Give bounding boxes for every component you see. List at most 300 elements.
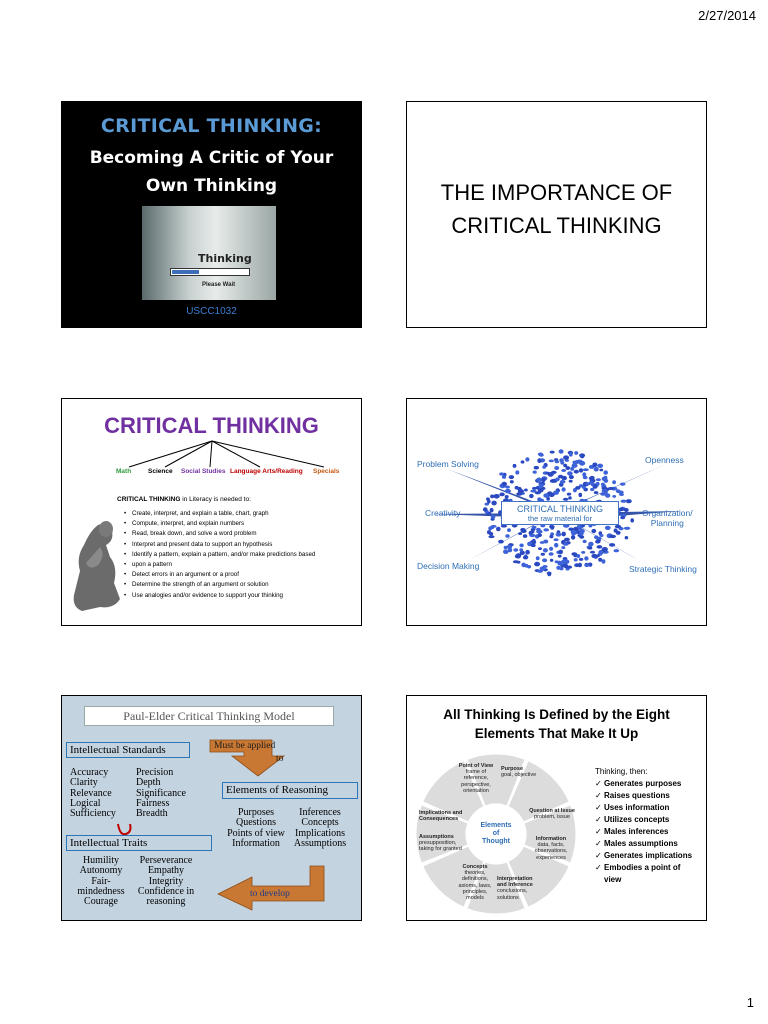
pellet bbox=[575, 460, 579, 464]
pellet bbox=[525, 550, 530, 555]
pellet bbox=[585, 482, 591, 485]
pellet bbox=[596, 478, 601, 481]
pellet bbox=[509, 475, 514, 479]
segment-text: data, facts, observations, experiences bbox=[534, 842, 568, 861]
pellet bbox=[519, 544, 523, 548]
pellet bbox=[513, 560, 519, 563]
segment-information bbox=[529, 836, 573, 861]
trait-item: Perseverance bbox=[139, 855, 193, 866]
pellet bbox=[560, 567, 564, 571]
standard-item: Logical bbox=[70, 797, 101, 809]
reasoning-column-2 bbox=[288, 808, 352, 849]
pellet bbox=[549, 525, 555, 528]
slide-importance bbox=[406, 101, 707, 328]
pellet bbox=[591, 529, 596, 533]
pellet bbox=[569, 452, 573, 456]
literacy-bullets bbox=[124, 509, 356, 601]
applied-label-line1: Must be applied bbox=[214, 741, 276, 751]
pellet bbox=[599, 469, 603, 472]
pellet bbox=[559, 449, 564, 453]
center-label bbox=[501, 501, 619, 525]
segment-concepts bbox=[453, 864, 497, 901]
pellet bbox=[597, 464, 603, 468]
pellet bbox=[567, 566, 573, 569]
pellet bbox=[539, 454, 544, 457]
pellet bbox=[562, 487, 566, 491]
pellet bbox=[515, 470, 519, 474]
pellet bbox=[529, 534, 535, 537]
pellet bbox=[488, 535, 494, 538]
pellet bbox=[559, 458, 564, 462]
pellet bbox=[549, 493, 555, 498]
pellet bbox=[488, 526, 492, 530]
pellet bbox=[493, 494, 499, 499]
standard-item: Clarity bbox=[70, 777, 98, 789]
then-item: ✓ Utilizes concepts bbox=[595, 814, 695, 826]
literacy-bullet-item: • Use analogies and/or evidence to support your thinking bbox=[124, 591, 356, 601]
segment-text: theories, definitions, axioms, laws, principles, models bbox=[458, 870, 492, 902]
segment-assumptions bbox=[419, 834, 467, 853]
pellet bbox=[536, 478, 541, 482]
pellet bbox=[554, 538, 559, 541]
pellet bbox=[563, 543, 569, 546]
pellet bbox=[483, 507, 488, 511]
pellet bbox=[529, 531, 534, 534]
segment-title: Concepts bbox=[462, 864, 488, 870]
pellet bbox=[594, 467, 599, 472]
then-item: ✓ Generates purposes bbox=[595, 778, 695, 790]
pellet bbox=[540, 541, 545, 544]
pellet bbox=[499, 493, 504, 497]
subtitle-line: Own Thinking bbox=[145, 176, 278, 196]
segment-text: frame of reference, perspective, orientation bbox=[461, 769, 491, 794]
segment-text: presupposition, taking for granted bbox=[419, 840, 462, 853]
pellet bbox=[581, 551, 585, 554]
title-line: Elements That Make It Up bbox=[474, 726, 639, 741]
pellet bbox=[579, 453, 585, 457]
pellet bbox=[505, 495, 509, 499]
segment-purpose bbox=[501, 766, 537, 778]
mug-progress-fill bbox=[172, 270, 199, 274]
reasoning-column-1 bbox=[220, 808, 292, 849]
pellet bbox=[496, 527, 501, 532]
pellet bbox=[541, 553, 545, 556]
pellet bbox=[542, 465, 546, 468]
standard-item: Fairness bbox=[136, 797, 170, 809]
pellet bbox=[571, 552, 577, 555]
pellet bbox=[536, 556, 540, 560]
slide-title bbox=[407, 705, 706, 743]
segment-text: problem, issue bbox=[534, 814, 570, 821]
pellet bbox=[515, 554, 521, 558]
reasoning-item: Questions bbox=[236, 817, 276, 829]
pellet bbox=[529, 494, 534, 498]
standard-item: Breadth bbox=[136, 808, 168, 820]
segment-point-of-view bbox=[455, 763, 497, 794]
pellet bbox=[612, 495, 616, 498]
pellet bbox=[513, 548, 518, 551]
literacy-bullet-item: • Read, break down, and solve a word problem bbox=[124, 529, 356, 539]
pellet bbox=[555, 460, 560, 463]
pellet bbox=[524, 489, 528, 492]
pellet bbox=[575, 486, 580, 490]
subject-social-studies: Social Studies bbox=[181, 468, 226, 475]
pellet bbox=[620, 483, 626, 486]
pellet bbox=[625, 536, 629, 539]
then-item: ✓ Raises questions bbox=[595, 790, 695, 802]
pellet bbox=[579, 468, 583, 472]
thinking-then-list bbox=[595, 766, 695, 886]
slide-critical-thinking-literacy bbox=[61, 398, 362, 626]
intellectual-standards-title: Intellectual Standards bbox=[66, 742, 190, 758]
mug-progress-bar bbox=[170, 268, 250, 276]
pellet bbox=[515, 486, 519, 490]
reasoning-item: Purposes bbox=[237, 807, 275, 818]
segment-title: Question at Issue bbox=[529, 808, 575, 814]
pellet bbox=[543, 548, 548, 552]
pellet bbox=[574, 451, 578, 455]
pellet bbox=[578, 563, 582, 568]
standards-column-1 bbox=[70, 768, 116, 819]
traits-column-1 bbox=[70, 856, 132, 907]
pellet bbox=[596, 554, 600, 557]
pellet bbox=[610, 535, 616, 538]
pellet bbox=[531, 544, 536, 547]
pellet bbox=[538, 547, 542, 550]
pellet bbox=[491, 515, 496, 519]
mug-label: Thinking bbox=[198, 252, 252, 265]
then-item: ✓ Males inferences bbox=[595, 826, 695, 838]
trait-item: Fair- bbox=[91, 875, 111, 887]
pellet bbox=[618, 508, 624, 512]
then-item: ✓ Uses information bbox=[595, 802, 695, 814]
pellet bbox=[532, 526, 537, 529]
pellet bbox=[597, 545, 603, 549]
label-strategic-thinking: Strategic Thinking bbox=[629, 564, 697, 574]
pellet bbox=[567, 493, 571, 496]
pellet bbox=[505, 534, 509, 538]
pellet bbox=[577, 525, 582, 529]
core-line: of bbox=[492, 830, 500, 837]
segment-title: Interpretation and Inference bbox=[497, 876, 533, 889]
pellet bbox=[605, 526, 611, 530]
pellet bbox=[595, 540, 600, 544]
pellet bbox=[505, 489, 511, 494]
subject-language-arts: Language Arts/Reading bbox=[230, 468, 303, 475]
pellet bbox=[596, 482, 600, 486]
pellet bbox=[624, 527, 630, 530]
pellet bbox=[486, 497, 490, 500]
pellet bbox=[561, 476, 567, 480]
pellet bbox=[569, 480, 573, 483]
pellet bbox=[520, 528, 525, 532]
segment-implications bbox=[419, 810, 469, 822]
pellet bbox=[537, 458, 541, 463]
pellet bbox=[560, 480, 566, 484]
literacy-bullet-item: • Create, interpret, and explain a table, chart, graph bbox=[124, 509, 356, 519]
standards-column-2 bbox=[136, 768, 186, 819]
trait-item: Confidence in bbox=[137, 885, 195, 897]
pellet bbox=[543, 528, 549, 531]
reasoning-item: Points of view bbox=[227, 827, 285, 839]
pellet bbox=[524, 564, 528, 568]
pellet bbox=[555, 477, 560, 481]
literacy-bullet-item: • Compute, interpret, and explain numbers bbox=[124, 519, 356, 529]
label-line: Planning bbox=[650, 518, 684, 528]
pellet bbox=[579, 493, 583, 497]
standard-item: Accuracy bbox=[70, 767, 109, 778]
pellet bbox=[550, 559, 554, 562]
pellet bbox=[579, 461, 585, 466]
pellet bbox=[567, 471, 573, 475]
title-line: All Thinking Is Defined by the Eight bbox=[443, 707, 670, 722]
label-creativity: Creativity bbox=[425, 508, 461, 518]
segment-question-at-issue bbox=[527, 808, 577, 820]
course-code: USCC1032 bbox=[186, 306, 237, 317]
pellet bbox=[602, 477, 608, 482]
pellet bbox=[530, 490, 536, 493]
pellet bbox=[536, 530, 542, 534]
pellet bbox=[513, 464, 517, 468]
pellet bbox=[594, 491, 599, 494]
subject-science: Science bbox=[148, 468, 173, 475]
center-title: CRITICAL THINKING bbox=[516, 504, 603, 514]
then-item: ✓ Generates implications bbox=[595, 850, 695, 862]
title-line: THE IMPORTANCE OF bbox=[440, 180, 673, 205]
standard-item: Relevance bbox=[70, 787, 112, 799]
standard-item: Sufficiency bbox=[70, 808, 116, 820]
pellet bbox=[584, 564, 590, 567]
pellet bbox=[563, 455, 569, 459]
standard-item: Depth bbox=[136, 777, 161, 789]
pellet bbox=[523, 534, 527, 538]
pellet bbox=[508, 548, 512, 553]
pellet bbox=[630, 518, 634, 522]
trait-item: Autonomy bbox=[79, 865, 123, 877]
page-date: 2/27/2014 bbox=[698, 8, 756, 23]
pellet bbox=[583, 540, 587, 543]
pellet bbox=[599, 534, 603, 537]
pellet bbox=[570, 467, 574, 471]
pellet bbox=[609, 543, 615, 547]
slide-title: Paul-Elder Critical Thinking Model bbox=[84, 706, 334, 726]
pellet bbox=[596, 537, 602, 540]
pellet bbox=[561, 546, 565, 549]
pellet bbox=[491, 501, 496, 506]
mug-wait-label: Please Wait bbox=[202, 282, 236, 288]
pellet bbox=[549, 552, 554, 555]
segment-title: Implications and Consequences bbox=[419, 810, 463, 823]
thinker-statue-image bbox=[64, 507, 124, 619]
traits-column-2 bbox=[128, 856, 204, 907]
develop-label: to develop bbox=[250, 889, 290, 899]
pellet bbox=[558, 550, 563, 555]
wheel-center-label bbox=[472, 822, 520, 846]
pellet bbox=[518, 489, 524, 493]
pellet bbox=[525, 457, 529, 461]
pellet bbox=[614, 528, 618, 532]
pellet bbox=[507, 528, 511, 532]
pellet bbox=[541, 478, 546, 483]
reasoning-item: Information bbox=[232, 837, 280, 849]
pellet bbox=[561, 560, 566, 564]
intro-bold: CRITICAL THINKING bbox=[117, 496, 181, 503]
pellet bbox=[590, 488, 594, 491]
slide-paul-elder-model bbox=[61, 695, 362, 921]
pellet bbox=[554, 466, 559, 470]
pellet bbox=[503, 549, 509, 554]
segment-title: Information bbox=[535, 836, 567, 842]
pellet bbox=[501, 525, 507, 528]
pellet bbox=[574, 470, 579, 474]
pellet bbox=[550, 479, 556, 483]
pellet bbox=[510, 480, 514, 483]
pellet bbox=[568, 496, 572, 499]
trait-item: mindedness bbox=[77, 885, 125, 897]
pellet bbox=[579, 558, 583, 561]
slide-title bbox=[407, 176, 706, 242]
subject-math: Math bbox=[116, 468, 132, 475]
pellet bbox=[540, 567, 546, 571]
pellet bbox=[582, 472, 586, 477]
pellet bbox=[498, 540, 504, 544]
core-line: Elements bbox=[480, 822, 512, 829]
segment-interpretation bbox=[497, 876, 541, 901]
pellet bbox=[612, 480, 616, 484]
pellet bbox=[583, 468, 589, 471]
pellet bbox=[603, 470, 608, 474]
pellet bbox=[619, 527, 623, 530]
elements-of-reasoning-title: Elements of Reasoning bbox=[222, 782, 358, 799]
pellet bbox=[571, 535, 575, 540]
pellet bbox=[550, 451, 555, 454]
trait-item: reasoning bbox=[146, 896, 186, 908]
pellet bbox=[554, 543, 558, 548]
literacy-intro bbox=[117, 496, 251, 503]
trait-item: Courage bbox=[84, 896, 118, 908]
then-item: ✓ Males assumptions bbox=[595, 838, 695, 850]
segment-text: conclusions, solutions bbox=[497, 888, 528, 901]
pellet bbox=[590, 476, 595, 479]
label-decision-making: Decision Making bbox=[417, 561, 480, 571]
pellet bbox=[519, 548, 523, 551]
pellet bbox=[562, 532, 566, 537]
pellet bbox=[561, 469, 566, 472]
standard-item: Significance bbox=[136, 787, 186, 799]
pellet bbox=[584, 556, 588, 560]
title-line: CRITICAL THINKING bbox=[451, 213, 662, 238]
pellet bbox=[549, 535, 553, 538]
reasoning-item: Implications bbox=[295, 827, 345, 839]
then-item: ✓ Embodies a point of view bbox=[595, 862, 695, 886]
page-number: 1 bbox=[746, 995, 754, 1010]
label-organization-planning bbox=[642, 508, 693, 528]
subject-specials: Specials bbox=[313, 468, 340, 475]
intellectual-traits-title: Intellectual Traits bbox=[66, 835, 212, 851]
pellet bbox=[501, 482, 507, 486]
pellet bbox=[569, 475, 574, 479]
pellet bbox=[588, 546, 592, 549]
pellet bbox=[547, 572, 551, 577]
segment-title: Assumptions bbox=[419, 834, 454, 840]
pellet bbox=[614, 549, 620, 552]
pellet bbox=[539, 484, 543, 488]
label-openness: Openness bbox=[645, 455, 684, 465]
pellet bbox=[518, 532, 522, 535]
label-line: Organization/ bbox=[642, 508, 693, 518]
pellet bbox=[608, 487, 614, 490]
center-subtitle: the raw material for bbox=[527, 514, 593, 523]
pellet bbox=[548, 472, 553, 475]
pellet bbox=[604, 490, 608, 494]
applied-label-line2: to bbox=[276, 754, 284, 764]
pellet bbox=[556, 533, 562, 537]
pellet bbox=[490, 508, 494, 513]
reasoning-item: Assumptions bbox=[293, 837, 347, 849]
pellet bbox=[549, 547, 553, 551]
pellet bbox=[588, 542, 593, 547]
slide-raw-material bbox=[406, 398, 707, 626]
pellet bbox=[566, 466, 571, 470]
pellet bbox=[621, 500, 627, 503]
literacy-bullet-item: • Interpret and present data to support an hypothesis bbox=[124, 540, 356, 550]
pellet bbox=[537, 533, 542, 537]
slide-subtitle bbox=[62, 144, 361, 200]
then-items bbox=[595, 778, 695, 886]
pellet bbox=[549, 460, 554, 463]
pellet bbox=[521, 460, 525, 463]
pellet bbox=[626, 499, 632, 503]
segment-text: goal, objective bbox=[501, 772, 537, 779]
pellet bbox=[590, 551, 595, 554]
slide-title: CRITICAL THINKING bbox=[104, 413, 319, 438]
pellet bbox=[602, 547, 608, 552]
trait-item: Humility bbox=[82, 855, 120, 866]
pellet bbox=[572, 532, 577, 535]
pellet bbox=[598, 558, 602, 562]
pellet bbox=[534, 562, 540, 567]
subtitle-line: Becoming A Critic of Your bbox=[89, 148, 334, 168]
pellet bbox=[504, 546, 508, 549]
pellet bbox=[499, 472, 504, 475]
pellet bbox=[564, 538, 570, 542]
slide-critical-thinking-title bbox=[61, 101, 362, 328]
pellet bbox=[624, 508, 629, 512]
core-line: Thought bbox=[482, 838, 510, 845]
pellet bbox=[620, 516, 625, 519]
literacy-bullet-item: • upon a pattern bbox=[124, 560, 356, 570]
then-title: Thinking, then: bbox=[595, 767, 648, 776]
thinking-mug-image bbox=[142, 206, 276, 300]
pellet bbox=[487, 530, 491, 534]
literacy-bullet-item: • Detect errors in an argument or a proof bbox=[124, 570, 356, 580]
pellet bbox=[558, 555, 562, 558]
reasoning-item: Concepts bbox=[301, 817, 339, 829]
slide-elements-of-thought bbox=[406, 695, 707, 921]
pellet bbox=[542, 558, 547, 562]
pellet bbox=[592, 463, 597, 468]
pellet bbox=[533, 471, 537, 474]
pellet bbox=[618, 491, 624, 494]
segment-title: Purpose bbox=[501, 766, 524, 772]
pellet bbox=[534, 466, 539, 470]
literacy-bullet-item: • Determine the strength of an argument or solution bbox=[124, 580, 356, 590]
intro-rest: in Literacy is needed to: bbox=[180, 496, 251, 503]
pellet bbox=[579, 529, 585, 533]
segment-title: Point of View bbox=[458, 763, 494, 769]
pellet bbox=[574, 558, 578, 561]
pellet bbox=[502, 475, 506, 478]
